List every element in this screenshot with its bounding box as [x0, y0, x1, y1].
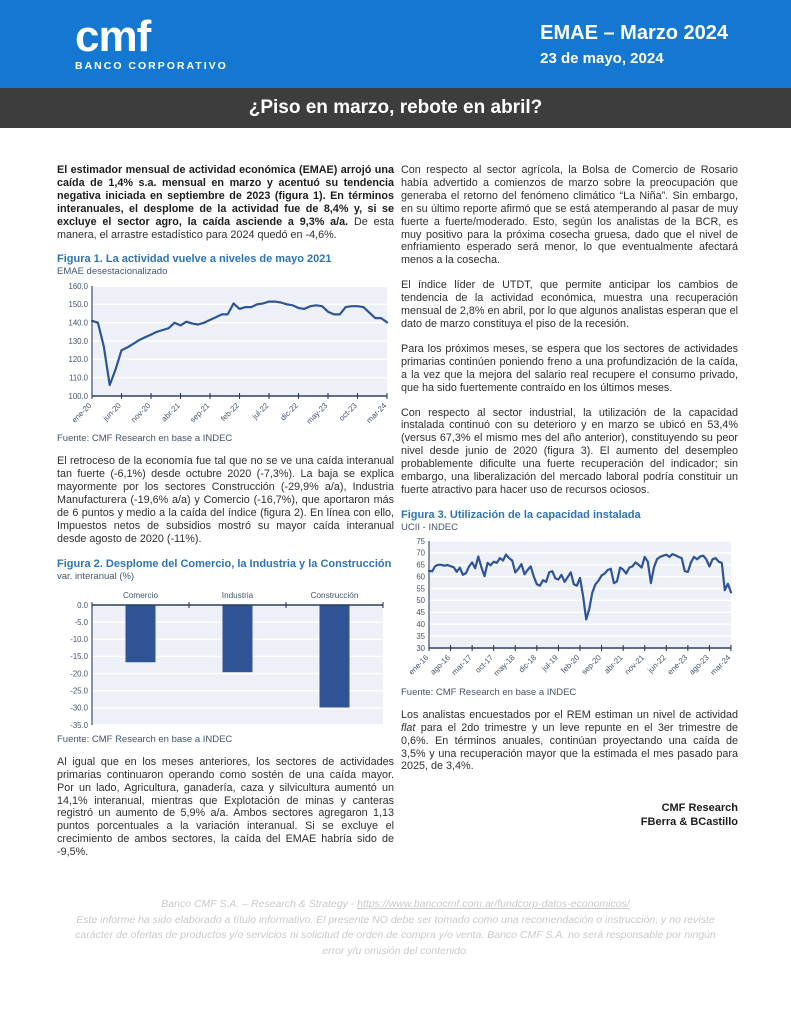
paragraph-rem-seg2: para el 2do trimestre y un leve repunte en el 3er trimestre de 0,6%. En términos anuales, continúan proyectando una caída de 3,5% y una recuperación mayor que la estimada el mes pasado para 2025, de 3,4%.	[401, 721, 738, 773]
figure-2-title: Figura 2. Desplome del Comercio, la Industria y la Construcción	[57, 557, 392, 570]
logo-subtext: BANCO CORPORATIVO	[75, 59, 228, 72]
svg-text:Industria: Industria	[221, 590, 254, 600]
figure-3-title: Figura 3. Utilización de la capacidad instalada	[401, 508, 641, 521]
svg-text:jul-22: jul-22	[250, 401, 271, 422]
svg-text:mar-24: mar-24	[364, 401, 389, 426]
svg-text:ago-23: ago-23	[687, 652, 711, 677]
page-footer	[0, 897, 791, 959]
figure-1-line-chart	[57, 280, 393, 432]
svg-text:65: 65	[416, 560, 425, 570]
svg-text:110.0: 110.0	[69, 373, 88, 383]
svg-text:oct-23: oct-23	[337, 401, 359, 424]
svg-text:sep-20: sep-20	[579, 652, 603, 677]
svg-text:-10.0: -10.0	[70, 634, 88, 644]
footer-source-prefix: Banco CMF S.A. – Research & Strategy -	[161, 898, 358, 911]
svg-text:60: 60	[416, 572, 425, 582]
figure-3-subtitle: UCII - INDEC	[401, 521, 458, 533]
paragraph-rem-seg1: Los analistas encuestados por el REM estiman un nivel de actividad	[401, 708, 738, 721]
svg-text:130.0: 130.0	[68, 337, 88, 347]
footer-disclaimer: Este informe ha sido elaborado a título informativo. El presente NO debe ser tomado como una recomendación o instrucción, y no reviste carácter de ofertas de productos y/o servicios ni solicitud de orden de compra y/o venta. Banco CMF S.A. no será responsable por ningún error y/u omisión del contenido.	[75, 913, 716, 957]
svg-text:abr-21: abr-21	[159, 401, 182, 424]
svg-text:jun-22: jun-22	[646, 652, 668, 675]
figure-2	[57, 558, 394, 746]
svg-text:may-23: may-23	[304, 401, 330, 427]
report-date: 23 de mayo, 2024	[540, 49, 664, 67]
svg-text:-30.0: -30.0	[70, 703, 88, 713]
report-title: EMAE – Marzo 2024	[540, 21, 728, 44]
paragraph-emae-summary-regular: De esta manera, el arrastre estadístico para 2024 quedó en -4,6%.	[57, 215, 395, 241]
paragraph-rem	[401, 709, 738, 774]
footer-link[interactable]: https://www.bancocmf.com.ar/fundcorp-datos-economicos/	[357, 898, 630, 911]
signature-block	[401, 801, 738, 829]
cmf-logo	[75, 11, 228, 72]
figure-1-source: Fuente: CMF Research en base a INDEC	[57, 433, 233, 445]
svg-text:nov-20: nov-20	[129, 401, 153, 425]
svg-text:150.0: 150.0	[68, 300, 88, 310]
svg-text:ene-23: ene-23	[665, 652, 690, 677]
svg-text:70: 70	[416, 548, 425, 558]
figure-2-subtitle: var. interanual (%)	[57, 570, 135, 582]
figure-2-source: Fuente: CMF Research en base a INDEC	[57, 733, 233, 745]
svg-text:-25.0: -25.0	[70, 686, 88, 696]
figure-1	[57, 253, 394, 445]
svg-text:jun-20: jun-20	[101, 401, 123, 424]
report-meta	[540, 22, 728, 67]
figure-3-caption	[401, 509, 738, 534]
svg-text:sep-21: sep-21	[188, 401, 212, 425]
svg-text:dic-18: dic-18	[516, 652, 539, 675]
headline-bar	[0, 88, 791, 128]
footer-source-line	[65, 897, 726, 913]
svg-text:oct-17: oct-17	[473, 652, 496, 675]
headline-title: ¿Piso en marzo, rebote en abril?	[248, 97, 543, 118]
figure-3-line-chart	[401, 536, 737, 686]
svg-text:feb-20: feb-20	[559, 652, 582, 675]
svg-text:jul-19: jul-19	[539, 652, 560, 673]
svg-text:140.0: 140.0	[68, 318, 88, 328]
svg-text:75: 75	[416, 536, 425, 546]
logo-wordmark: cmf	[75, 11, 151, 61]
svg-text:-5.0: -5.0	[74, 617, 88, 627]
svg-text:Construcción: Construcción	[310, 590, 359, 600]
figure-2-bar-chart	[57, 585, 393, 733]
signature-authors: FBerra & BCastillo	[640, 816, 738, 829]
paragraph-emae-summary-bold: El estimador mensual de actividad económica (EMAE) arrojó una caída de 1,4% s.a. mensual en marzo y acentuó su tendencia negativa iniciada en septiembre de 2023 (figura 1). En términos interanuales, el desplome de la actividad fue de 8,4% y, si se excluye el sector agro, la caída asciende a 9,3% a/a.	[57, 164, 394, 228]
paragraph-emae-summary	[57, 164, 394, 241]
figure-1-caption	[57, 253, 394, 278]
paragraph-utdt: El índice líder de UTDT, que permite anticipar los cambios de tendencia de la actividad económica, muestra una recuperación mensual de 2,8% en abril, por lo que algunos analistas esperan que el dato de marzo constituya el piso de la recesión.	[401, 279, 738, 330]
svg-text:mar-17: mar-17	[449, 652, 474, 677]
svg-text:ene-20: ene-20	[69, 401, 94, 426]
svg-text:0.0: 0.0	[77, 600, 88, 610]
svg-text:feb-22: feb-22	[218, 401, 241, 424]
paragraph-outlook: Para los próximos meses, se espera que los sectores de actividades primarias continúen poniendo freno a una profundización de la caída, a la vez que la mejora del salario real recupere el consumo privado, que ha sido fuertemente contraído en los últimos meses.	[401, 342, 738, 394]
svg-text:may-18: may-18	[491, 652, 517, 678]
svg-text:35: 35	[416, 631, 425, 641]
header-bar	[0, 0, 791, 88]
paragraph-agro: Con respecto al sector agrícola, la Bolsa de Comercio de Rosario había advertido a comienzos de marzo sobre la preocupación que generaba el retorno del fenómeno climático “La Niña”. Sin embargo, en su último reporte afirmó que se está atemperando al pasar de muy fuerte a fuerte/moderado. Esto, según los analistas de la BCR, es muy positivo para la próxima cosecha gruesa, dado que el nivel de enfriamiento esperado será menor, lo que eventualmente afectará menos a la cosecha.	[401, 164, 738, 267]
svg-text:-35.0: -35.0	[70, 720, 88, 730]
svg-text:ago-16: ago-16	[428, 652, 452, 677]
figure-3-source: Fuente: CMF Research en base a INDEC	[401, 686, 577, 698]
svg-text:-20.0: -20.0	[70, 669, 88, 679]
svg-text:100.0: 100.0	[68, 392, 88, 402]
svg-text:nov-21: nov-21	[622, 652, 647, 677]
svg-text:dic-22: dic-22	[278, 401, 300, 423]
report-body	[0, 128, 791, 871]
figure-1-subtitle: EMAE desestacionalizado	[57, 266, 168, 278]
left-column	[57, 164, 394, 871]
svg-text:Comercio: Comercio	[122, 590, 159, 600]
figure-3	[401, 509, 738, 699]
svg-text:120.0: 120.0	[68, 355, 88, 365]
paragraph-rem-italic: flat	[401, 721, 416, 734]
signature-team: CMF Research	[661, 802, 738, 815]
svg-text:mar-24: mar-24	[708, 652, 733, 677]
svg-text:160.0: 160.0	[68, 282, 88, 292]
figure-1-title: Figura 1. La actividad vuelve a niveles de mayo 2021	[57, 253, 332, 266]
svg-text:30: 30	[416, 643, 425, 653]
svg-text:40: 40	[416, 619, 425, 629]
svg-text:55: 55	[416, 584, 425, 594]
svg-text:ene-16: ene-16	[406, 652, 431, 677]
svg-text:abr-21: abr-21	[602, 652, 625, 676]
svg-text:-15.0: -15.0	[70, 652, 88, 662]
paragraph-primary-sectors: Al igual que en los meses anteriores, los sectores de actividades primarias continuaron operando como sostén de una caída mayor. Por un lado, Agricultura, ganadería, caza y silvicultura aumentó un 14,1% interanual, mientras que Explotación de minas y canteras registró un aumento de 5,9% a/a. Ambos sectores agregaron 1,13 puntos porcentuales a la variación interanual. Si se excluye el crecimiento de ambos sectores, la caída del EMAE habría sido de -9,5%.	[57, 755, 394, 859]
svg-text:50: 50	[416, 596, 425, 606]
right-column	[401, 164, 738, 871]
paragraph-sector-drops: El retroceso de la economía fue tal que no se ve una caída interanual tan fuerte (-6,1%) desde octubre 2020 (-7,3%). La baja se explica mayormente por los sectores Construcción (-29,9% a/a), Industria Manufacturera (-19,6% a/a) y Comercio (-16,7%), que aportaron más de 6 puntos y medio a la caída del índice (figura 2). En línea con ello, Impuestos netos de subsidios mostró su mayor caída interanual desde agosto de 2020 (-11%).	[57, 455, 394, 545]
svg-text:45: 45	[416, 607, 425, 617]
figure-2-caption	[57, 558, 394, 583]
paragraph-industry: Con respecto al sector industrial, la utilización de la capacidad instalada continuó con su deterioro y en marzo se ubicó en 53,4% (versus 67,3% el mismo mes del año anterior), constituyendo su peor nivel desde junio de 2020 (figura 3). El aumento del desempleo probablemente dificulte una fuerte recuperación del indicador; sin embargo, una liberalización del mercado laboral podría constituir un fuerte atractivo para hacer uso de recursos ociosos.	[401, 406, 738, 496]
